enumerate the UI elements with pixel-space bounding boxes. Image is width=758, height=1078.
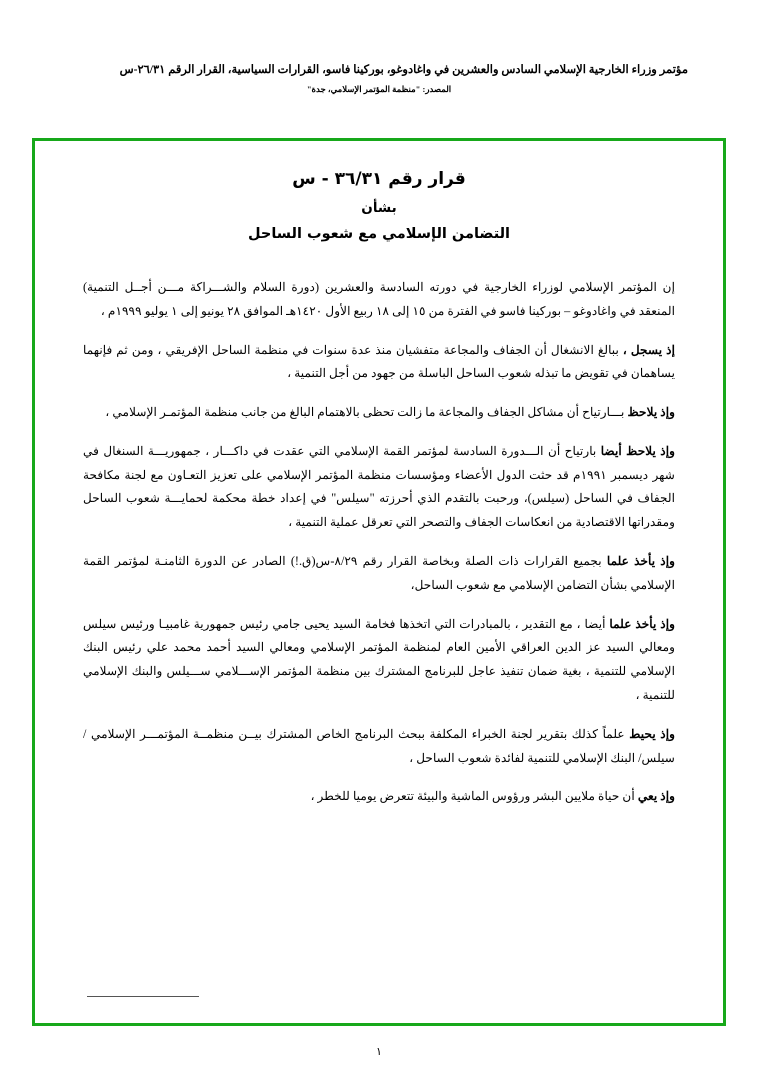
paragraph bbox=[83, 276, 675, 324]
paragraph-text: ببالغ الانشغال أن الجفاف والمجاعة متفشيان منذ عدة سنوات في منظمة الساحل الإفريقي ، ومن ثم فإنهما يساهمان في تقويض ما تبذله شعوب الساحل الباسلة من جهود من أجل التنمية ، bbox=[83, 342, 675, 381]
paragraph-lead: وإذ يلاحظ أيضا bbox=[596, 443, 675, 458]
paragraph-text: أن حياة ملايين البشر ورؤوس الماشية والبيئة تتعرض يوميا للخطر ، bbox=[310, 789, 635, 804]
paragraph bbox=[83, 401, 675, 425]
paragraph-text: بـــارتياح أن مشاكل الجفاف والمجاعة ما زالت تحظى بالاهتمام البالغ من جانب منظمة المؤتمـر الإسلامي ، bbox=[105, 405, 625, 420]
header-title: مؤتمر وزراء الخارجية الإسلامي السادس والعشرين في واغادوغو، بوركينا فاسو، القرارات السياسية، القرار الرقم ٢٦/٣١-س bbox=[119, 64, 688, 76]
page-number: ١ bbox=[376, 1046, 382, 1058]
signature-rule bbox=[87, 996, 199, 997]
paragraph bbox=[83, 339, 675, 387]
paragraph-text: بجميع القرارات ذات الصلة وبخاصة القرار رقم ٨/٢٩-س(ق.!) الصادر عن الدورة الثامنـة لمؤتمر القمة الإسلامي بشأن التضامن الإسلامي مع شعوب الساحل، bbox=[83, 554, 675, 592]
paragraph-lead: وإذ يأخذ علما bbox=[605, 616, 675, 631]
paragraph-lead: وإذ يلاحظ bbox=[624, 405, 675, 420]
header-source: المصدر: "منظمة المؤتمر الإسلامي، جدة" bbox=[306, 84, 452, 95]
paragraph-text: علماً كذلك بتقرير لجنة الخبراء المكلفة ببحث البرنامج الخاص المشترك بيــن منظمــة المؤتمـــر الإسلامي /سيلس/ البنك الإسلامي للتنمية لفائدة شعوب الساحل ، bbox=[83, 726, 675, 765]
paragraph bbox=[83, 550, 675, 598]
paragraph-lead: وإذ يأخذ علما bbox=[601, 554, 676, 569]
decree-subject-word: بشأن bbox=[361, 200, 397, 216]
paragraph-lead: وإذ يحيط bbox=[624, 726, 675, 741]
decree-subject-title: التضامن الإسلامي مع شعوب الساحل bbox=[247, 226, 511, 242]
paragraph-text: بارتياح أن الـــدورة السادسة لمؤتمر القمة الإسلامي التي عقدت في داكـــار ، جمهوريـــة السنغال في شهر ديسمبر ١٩٩١م قد حثت الدول الأعضاء ومؤسسات منظمة المؤتمر الإسلامي على تعزيز التعـاون مع لجنة مكافحة الجفاف في الساحل (سيلس)، ورحبت بالتقدم الذي أحرزته "سيلس" في إعداد خطة محكمة لحمايـــة شعوب الساحل ومقدراتها الاقتصادية من انعكاسات الجفاف والتصحر التي تعرقل عملية التنمية ، bbox=[83, 443, 675, 530]
content-frame bbox=[32, 138, 726, 1026]
paragraph bbox=[83, 785, 675, 809]
decree-number: قرار رقم ٣٦/٣١ - س bbox=[292, 169, 466, 189]
document-content bbox=[83, 169, 675, 1013]
paragraph bbox=[83, 613, 675, 708]
document-header bbox=[70, 62, 688, 95]
decree-title-block bbox=[83, 169, 675, 242]
paragraph bbox=[83, 440, 675, 535]
paragraph bbox=[83, 723, 675, 771]
paragraph-lead: وإذ يعي bbox=[634, 789, 675, 804]
paragraph-text: أيضا ، مع التقدير ، بالمبادرات التي اتخذها فخامة السيد يحيى جامي رئيس جمهورية غامبيـا ورئيس سيلس ومعالي السيد عز الدين العراقي الأمين العام لمنظمة المؤتمر الإسلامي ومعالي السيد أحمد محمد علي رئيس البنك الإسلامي للتنمية ، بغية ضمان تنفيذ عاجل للبرنامج المشترك بين منظمة المؤتمر الإســـلامي ســـيلس والبنك الإسلامي للتنمية ، bbox=[83, 616, 675, 702]
paragraph-text: إن المؤتمر الإسلامي لوزراء الخارجية في دورته السادسة والعشرين (دورة السلام والشـــراكة مـــن أجــل التنمية) المنعقد في واغادوغو – بوركينا فاسو في الفترة من ١٥ إلى ١٨ ربيع الأول ١٤٢٠هـ الموافق ٢٨ يونيو إلى ١ يوليو ١٩٩٩م ، bbox=[83, 280, 675, 318]
paragraph-lead: إذ يسجل ، bbox=[618, 342, 675, 357]
